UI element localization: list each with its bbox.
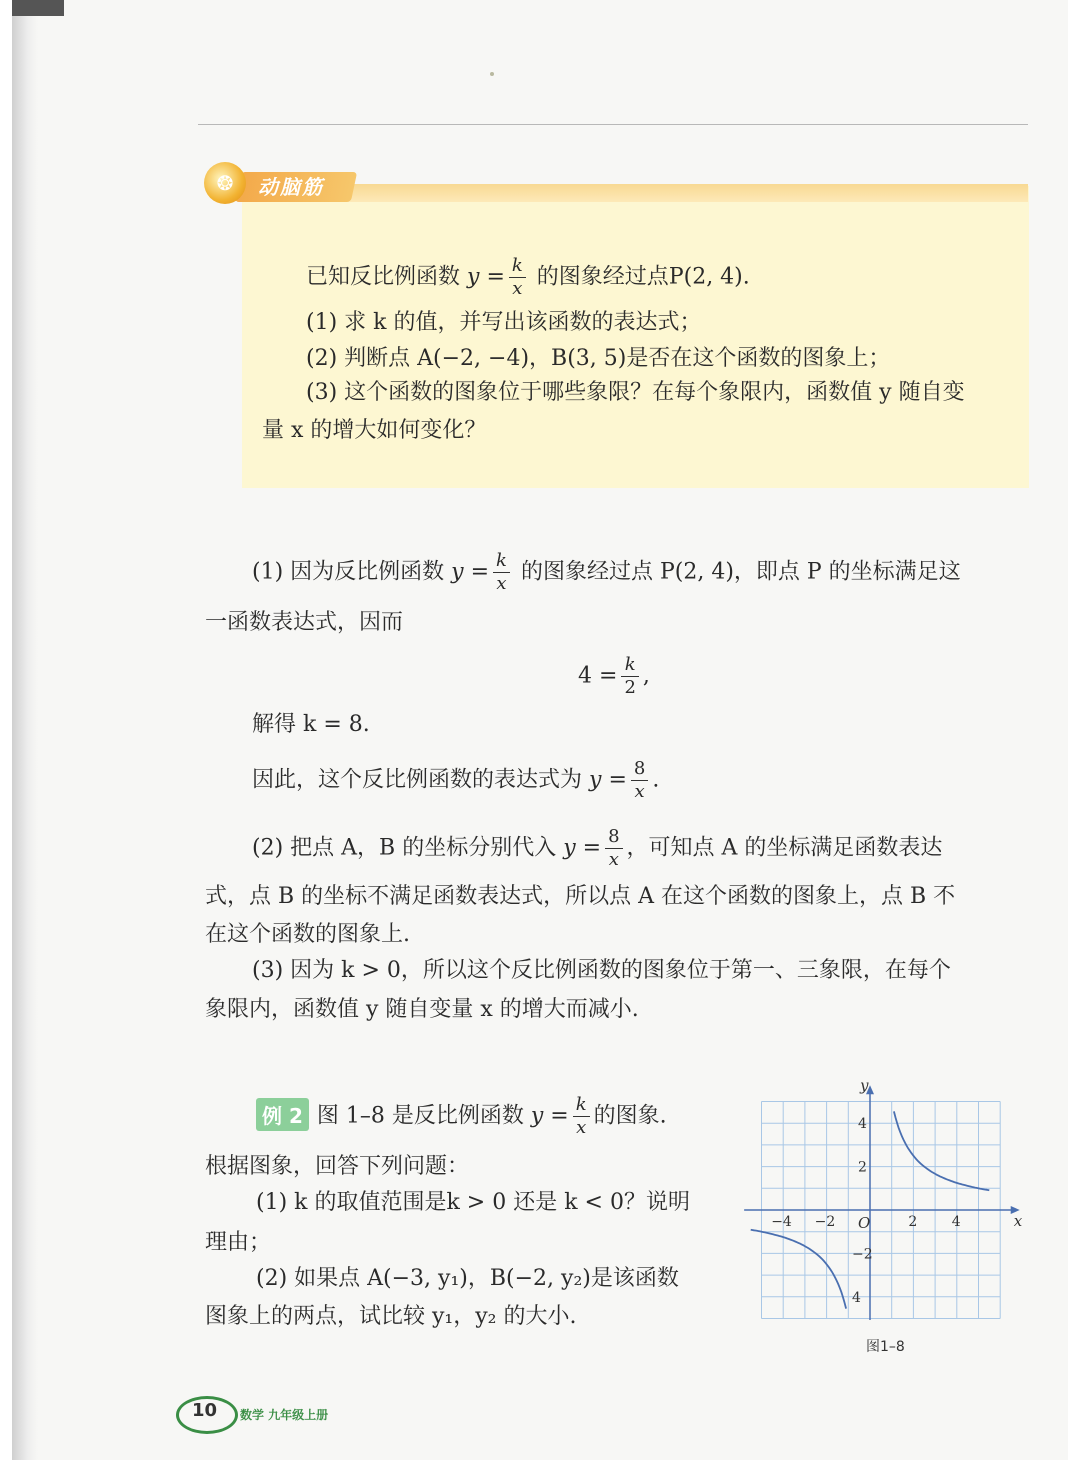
solution-part-1-line-2: 一函数表达式，因而 bbox=[205, 610, 404, 635]
solution-text: 因此，这个反比例函数的表达式为 bbox=[252, 767, 583, 793]
x-tick-label: 2 bbox=[908, 1214, 918, 1230]
figure-caption: 图1–8 bbox=[866, 1339, 905, 1355]
exercise-question-3-line-2: 量 x 的增大如何变化？ bbox=[262, 418, 487, 443]
x-tick-label: −4 bbox=[771, 1214, 792, 1230]
formula-y-eq: y = bbox=[530, 1103, 569, 1129]
exercise-intro bbox=[306, 255, 750, 300]
brain-icon: ❂ bbox=[204, 162, 246, 204]
header-rule bbox=[198, 124, 1028, 125]
formula-y-eq: y = bbox=[589, 767, 627, 793]
book-title: 数学 九年级上册 bbox=[240, 1408, 329, 1422]
exercise-intro-point: P(2, 4). bbox=[668, 264, 750, 290]
fraction-denominator: x bbox=[608, 849, 619, 870]
x-tick-label: 4 bbox=[951, 1214, 961, 1230]
fraction-k-over-x bbox=[573, 1094, 590, 1139]
fraction-numerator: k bbox=[509, 255, 526, 278]
exercise-question-1: (1) 求 k 的值，并写出该函数的表达式； bbox=[306, 310, 702, 335]
equation-comma: , bbox=[642, 663, 650, 689]
solution-equation bbox=[578, 654, 650, 699]
period: . bbox=[652, 767, 660, 793]
fraction-numerator: 8 bbox=[605, 826, 622, 849]
example-2-question-1-a: (1) k 的取值范围是k > 0 还是 k < 0？说明 bbox=[256, 1190, 690, 1215]
fraction-denominator: x bbox=[634, 781, 645, 802]
exercise-question-2: (2) 判断点 A(−2, −4)，B(3, 5)是否在这个函数的图象上； bbox=[306, 346, 891, 371]
solution-part-2-line-1 bbox=[252, 826, 942, 871]
solution-part-3-line-2: 象限内，函数值 y 随自变量 x 的增大而减小. bbox=[205, 997, 639, 1022]
fraction-numerator: k bbox=[493, 550, 510, 573]
exercise-intro-text-b: 的图象经过点 bbox=[536, 264, 669, 290]
solution-solve-line: 解得 k = 8. bbox=[252, 712, 370, 737]
section-title: 动脑筋 bbox=[258, 175, 324, 199]
equation-left: 4 = bbox=[578, 663, 618, 689]
fraction-8-over-x bbox=[631, 758, 648, 803]
example-2-question-1-b: 理由； bbox=[205, 1230, 272, 1255]
solution-text: 的图象经过点 P(2, 4)，即点 P 的坐标满足这 bbox=[520, 559, 961, 585]
example-2-question-2-b: 图象上的两点，试比较 y₁，y₂ 的大小. bbox=[205, 1304, 577, 1329]
example-text: 图 1–8 是反比例函数 bbox=[316, 1103, 524, 1129]
solution-part-2-line-2: 式，点 B 的坐标不满足函数表达式，所以点 A 在这个函数的图象上，点 B 不 bbox=[205, 884, 956, 909]
fraction-k-over-x bbox=[493, 550, 510, 595]
example-2-line-1 bbox=[256, 1094, 667, 1139]
fraction-denominator: 2 bbox=[624, 677, 636, 698]
solution-part-3-line-1: (3) 因为 k > 0，所以这个反比例函数的图象位于第一、三象限，在每个 bbox=[252, 958, 951, 983]
solution-result-line bbox=[252, 758, 659, 803]
x-tick-label: −2 bbox=[814, 1214, 836, 1230]
solution-text: ，可知点 A 的坐标满足函数表达 bbox=[626, 835, 943, 861]
formula-y-eq: y = bbox=[563, 835, 602, 861]
solution-part-2-line-3: 在这个函数的图象上. bbox=[205, 922, 410, 947]
formula-y-eq: y = bbox=[467, 264, 505, 290]
example-2-question-2-a: (2) 如果点 A(−3, y₁)，B(−2, y₂)是该函数 bbox=[256, 1266, 679, 1291]
fraction-k-over-x bbox=[509, 255, 526, 300]
chart-svg bbox=[740, 1070, 1040, 1320]
book-spine bbox=[12, 0, 38, 1460]
fraction-numerator: k bbox=[621, 654, 638, 677]
y-tick-label: 2 bbox=[858, 1159, 867, 1176]
y-tick-label: 4 bbox=[858, 1116, 867, 1133]
fraction-numerator: 8 bbox=[631, 758, 648, 781]
exercise-intro-text-a: 已知反比例函数 bbox=[306, 264, 461, 290]
y-tick-label: −2 bbox=[852, 1246, 873, 1263]
page-number: 10 bbox=[192, 1400, 218, 1421]
y-axis-label: y bbox=[860, 1076, 869, 1095]
y-tick-label: 4 bbox=[852, 1289, 861, 1306]
solution-text: (1) 因为反比例函数 bbox=[252, 559, 445, 585]
solution-part-1-line-1 bbox=[252, 550, 961, 595]
fraction-denominator: x bbox=[496, 573, 507, 594]
example-badge: 例 2 bbox=[256, 1098, 309, 1131]
thinking-box-band bbox=[328, 184, 1028, 202]
example-2-line-2: 根据图象，回答下列问题： bbox=[205, 1154, 470, 1179]
fraction-numerator: k bbox=[573, 1094, 590, 1117]
exercise-question-3-line-1: (3) 这个函数的图象位于哪些象限？在每个象限内，函数值 y 随自变 bbox=[306, 380, 965, 405]
formula-y-eq: y = bbox=[451, 559, 490, 585]
x-axis-label: x bbox=[1013, 1212, 1023, 1230]
solution-text: (2) 把点 A，B 的坐标分别代入 bbox=[252, 835, 557, 861]
hyperbola-chart bbox=[740, 1070, 1040, 1324]
book-spine-edge bbox=[12, 0, 64, 16]
section-badge bbox=[204, 162, 354, 206]
fraction-8-over-x bbox=[605, 826, 622, 871]
fraction-denominator: x bbox=[512, 278, 523, 299]
fraction-k-over-2 bbox=[621, 654, 638, 699]
example-text: 的图象. bbox=[593, 1103, 667, 1129]
fraction-denominator: x bbox=[576, 1117, 587, 1138]
print-dot bbox=[490, 72, 494, 76]
origin-label: O bbox=[858, 1214, 871, 1232]
